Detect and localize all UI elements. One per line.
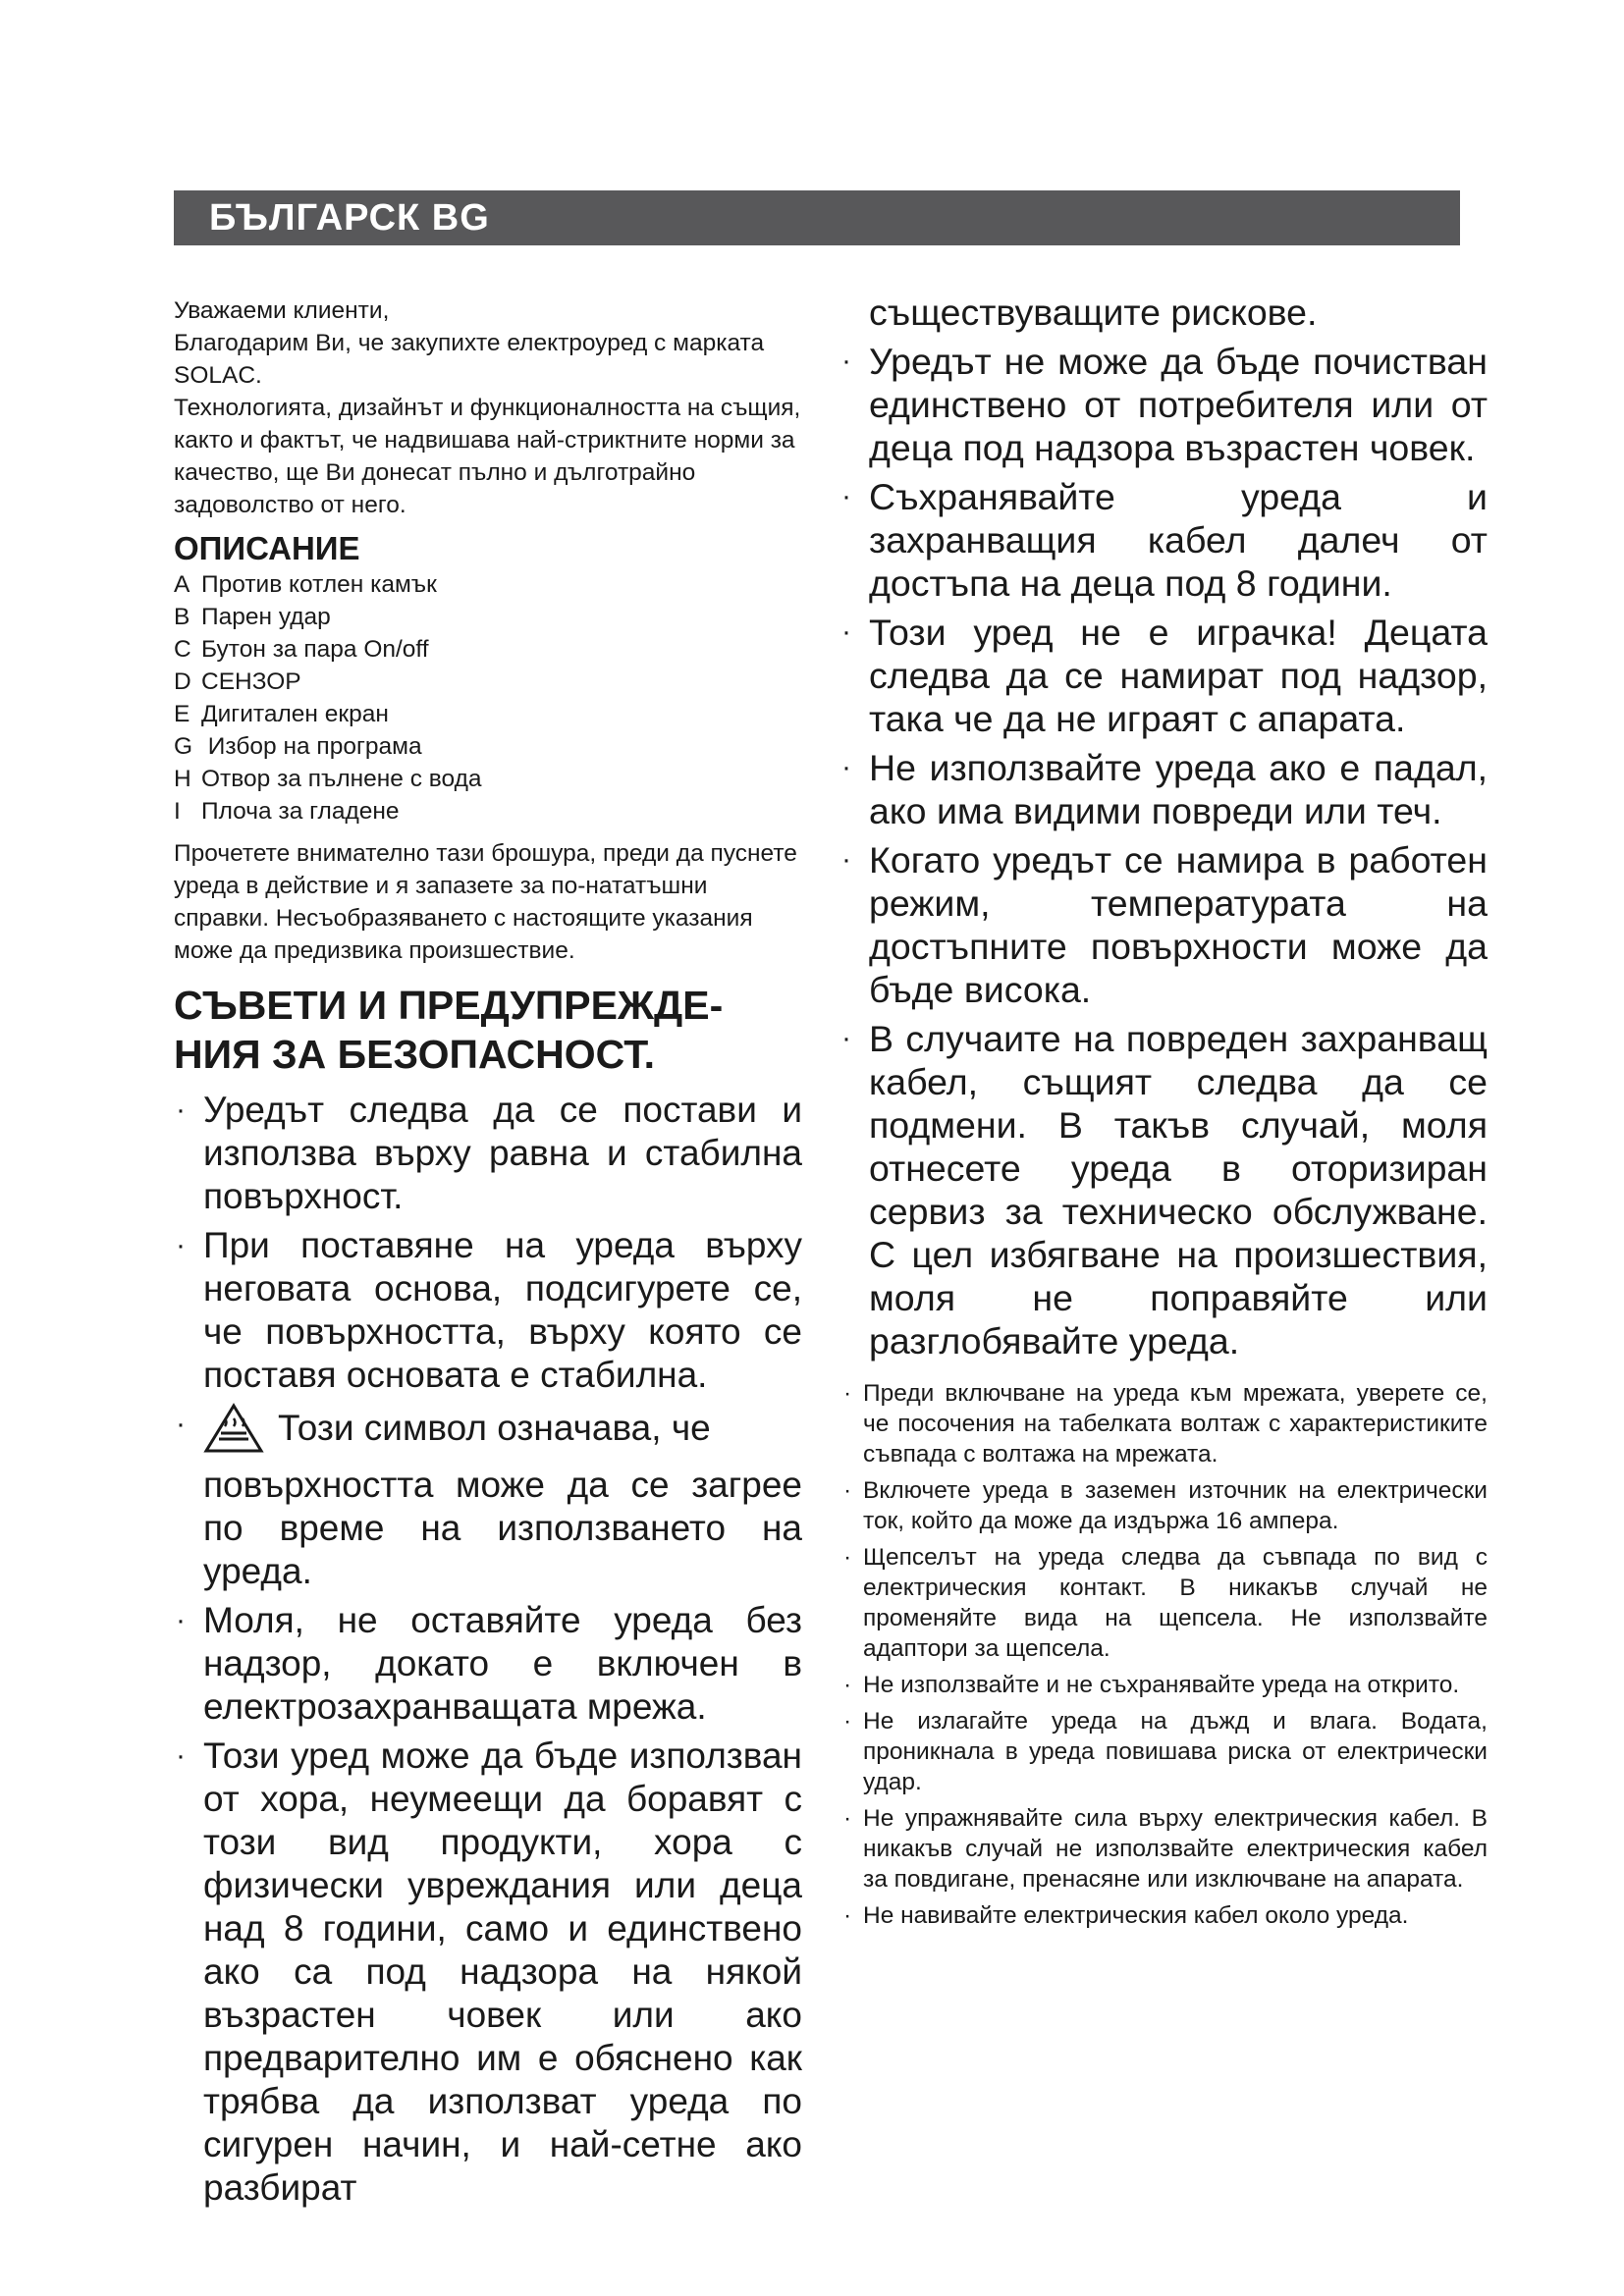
safety-item-small: · Не излагайте уреда на дъжд и влага. Водата, проникнала в уреда повишава риска от електрически удар. [843, 1708, 1488, 1795]
safety-item-hot-surface: · Този символ означава, че повърхността може да се загрее по време на използването на уреда. [174, 1403, 802, 1593]
description-heading: ОПИСАНИЕ [174, 530, 360, 566]
safety-item-small: · Не използвайте и не съхранявайте уреда на открито. [843, 1672, 1460, 1698]
safety-item: · Когато уредът се намира в работен режим, температурата на достъпните повърхности може да бъде висока. [841, 839, 1488, 1010]
safety-item: · В случаите на повреден захранващ кабел, същият следва да се подмени. В такъв случай, моля отнесете уреда в оторизиран сервиз за техническо обслужване. С цел избягване на произшествия, моля не поправяйте или разглобявайте уреда. [841, 1018, 1488, 1362]
list-item: I Плоча за гладене [174, 798, 400, 825]
language-header-bar [174, 190, 1460, 245]
safety-item-small: · Включете уреда в заземен източник на електрически ток, който да може да издържа 16 ампера. [843, 1477, 1488, 1534]
safety-heading: СЪВЕТИ И ПРЕДУПРЕЖДЕ- НИЯ ЗА БЕЗОПАСНОСТ. [174, 983, 724, 1077]
intro-thanks: Благодарим Ви, че закупихте електроуред с марката SOLAC. [174, 330, 765, 389]
safety-item: · Този уред може да бъде използван от хора, неумеещи да боравят с този вид продукти, хора с физически увреждания или деца над 8 години, само и единствено ако са под надзора на някой възрастен човек или ако предварително им е обяснено как трябва да използват уреда по сигурен начин, и най-сетне ако разбират [176, 1735, 802, 2208]
list-item: H Отвор за пълнене с вода [174, 766, 482, 792]
left-column [174, 294, 802, 2216]
hot-surface-warning-icon [203, 1403, 264, 1454]
safety-item: · При поставяне на уреда върху неговата основа, подсигурете се, че повърхността, върху която се поставя основата е стабилна. [176, 1225, 802, 1395]
description-note: Прочетете внимателно тази брошура, преди да пуснете уреда в действие и я запазете за по-нататъшни справки. Несъобразяването с настоящите указания може да предизвика произшествие. [174, 840, 797, 964]
safety-item-small: · Преди включване на уреда към мрежата, уверете се, че посочения на табелката волтаж с характеристиките съвпада с волтажа на мрежата. [843, 1380, 1488, 1468]
safety-item-small: · Не упражнявайте сила върху електрическия кабел. В никакъв случай не използвайте електрическия кабел за повдигане, пренасяне или изключване на апарата. [843, 1805, 1488, 1893]
list-item: G Избор на програма [174, 733, 422, 760]
safety-item-small: · Щепселът на уреда следва да съвпада по вид с електрическия контакт. В никакъв случай не променяйте вида на щепсела. Не използвайте адаптори за щепсела. [843, 1544, 1488, 1662]
list-item: D СЕНЗОР [174, 668, 301, 695]
safety-item: · Съхранявайте уреда и захранващия кабел далеч от достъпа на деца под 8 години. [841, 476, 1488, 604]
description-list [174, 568, 802, 828]
intro-greeting: Уважаеми клиенти, [174, 297, 390, 324]
safety-item-continuation: съществуващите рискове. [869, 292, 1318, 333]
list-item: B Парен удар [174, 604, 331, 630]
safety-item: · Този уред не е играчка! Децата следва да се намират под надзор, така че да не играят с апарата. [841, 612, 1488, 739]
safety-item: · Уредът следва да се постави и използва върху равна и стабилна повърхност. [176, 1090, 802, 1216]
safety-item: · Уредът не може да бъде почистван единствено от потребителя или от деца под надзора възрастен човек. [841, 341, 1488, 468]
list-item: A Против котлен камък [174, 571, 437, 598]
safety-item-small: · Не навивайте електрическия кабел около уреда. [843, 1902, 1409, 1929]
language-title: БЪЛГАРСК BG [209, 197, 490, 239]
safety-item: · Моля, не оставяйте уреда без надзор, докато е включен в електрозахранващата мрежа. [176, 1600, 802, 1727]
safety-item: · Не използвайте уреда ако е падал, ако има видими повреди или теч. [841, 747, 1488, 831]
list-item: E Дигитален екран [174, 701, 389, 727]
list-item: C Бутон за пара On/off [174, 636, 429, 663]
intro-body: Технологията, дизайнът и функционалността на същия, както и фактът, че надвишава най-стриктните норми за качество, ще Ви донесат пълно и дълготрайно задоволство от него. [174, 395, 801, 518]
right-column [839, 291, 1488, 1937]
